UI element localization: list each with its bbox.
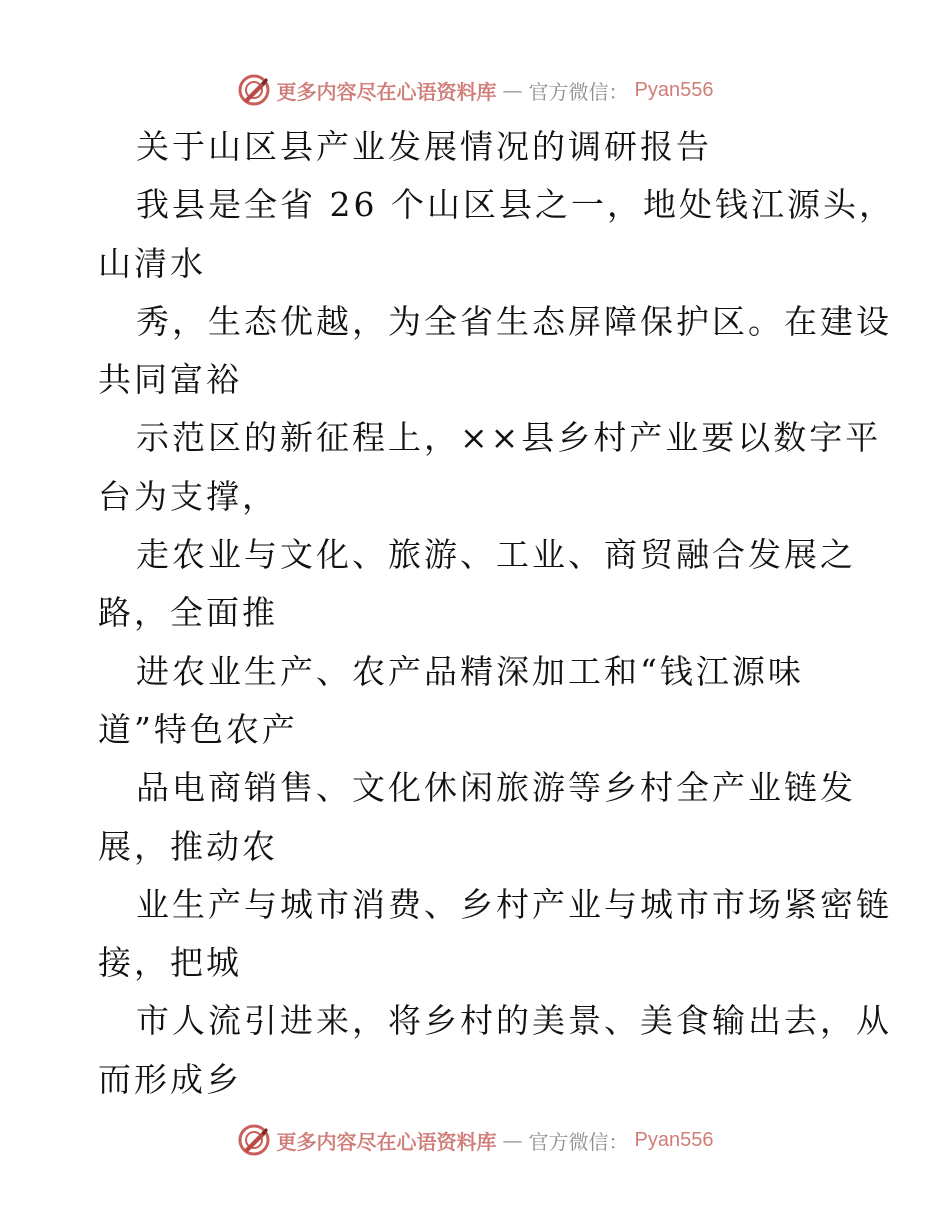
pen-logo-icon xyxy=(237,1123,271,1157)
document-body xyxy=(98,118,895,1109)
watermark-wechat-label: 官方微信： xyxy=(528,1129,629,1154)
watermark-wechat-label: 官方微信： xyxy=(528,79,629,104)
pen-logo-icon xyxy=(237,73,271,107)
watermark-separator: — xyxy=(502,78,523,102)
text-line: 山清水 xyxy=(98,243,206,283)
text-line: 秀，生态优越，为全省生态屏障保护区。在建设 xyxy=(136,301,892,341)
watermark-content xyxy=(237,1123,714,1157)
watermark-content xyxy=(237,73,714,107)
text-line: 台为支撑， xyxy=(98,476,278,516)
watermark-wechat-id: Pyan556 xyxy=(634,1128,714,1151)
text-line: 示范区的新征程上，××县乡村产业要以数字平 xyxy=(136,418,882,458)
text-line: 市人流引进来，将乡村的美景、美食输出去，从 xyxy=(136,1001,892,1041)
text-line: 展，推动农 xyxy=(98,826,278,866)
text-line: 品电商销售、文化休闲旅游等乡村全产业链发 xyxy=(136,768,856,808)
text-line: 走农业与文化、旅游、工业、商贸融合发展之 xyxy=(136,535,856,575)
watermark-wechat-id: Pyan556 xyxy=(634,78,714,101)
document-title: 关于山区县产业发展情况的调研报告 xyxy=(136,127,712,166)
text-line: 进农业生产、农产品精深加工和“钱江源味 xyxy=(136,651,804,691)
watermark-banner-bottom xyxy=(0,1120,950,1160)
watermark-text: 更多内容尽在心语资料库 xyxy=(276,79,497,104)
text-line: 路，全面推 xyxy=(98,593,278,633)
watermark-banner-top xyxy=(0,70,950,110)
text-line: 共同富裕 xyxy=(98,360,242,400)
text-line: 道”特色农产 xyxy=(98,709,298,749)
text-line: 业生产与城市消费、乡村产业与城市市场紧密链 xyxy=(136,884,892,924)
watermark-text: 更多内容尽在心语资料库 xyxy=(276,1129,497,1154)
watermark-separator: — xyxy=(502,1128,523,1152)
text-line: 我县是全省 26 个山区县之一，地处钱江源头， xyxy=(136,185,895,225)
text-line: 而形成乡 xyxy=(98,1059,242,1099)
text-line: 接，把城 xyxy=(98,943,242,983)
